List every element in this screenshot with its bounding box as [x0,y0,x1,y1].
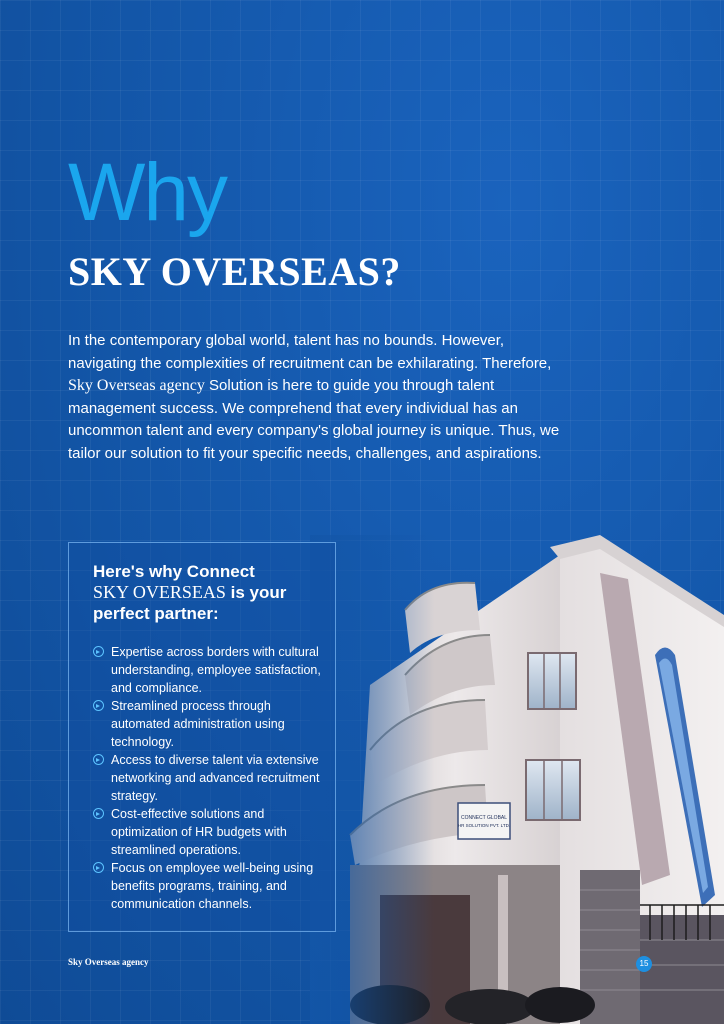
list-item: Expertise across borders with cultural understanding, employee satisfaction, and compliance. [93,643,329,697]
intro-brand: Sky Overseas agency [68,377,205,394]
list-item: Access to diverse talent via extensive networking and advanced recruitment strategy. [93,751,329,805]
page-number: 15 [636,956,652,972]
arrow-circle-icon [93,862,104,873]
heading-company: SKY OVERSEAS? [68,249,401,294]
arrow-circle-icon [93,646,104,657]
list-item: Streamlined process through automated administration using technology. [93,697,329,751]
intro-text-2: Solution is here to guide you through talent management success. We comprehend that every individual has an uncommon talent and every company's global journey is unique. Thus, we tailor our solution to fit your specific needs, challenges, and aspirations. [68,377,560,462]
heading-why: Why [68,147,226,238]
list-item: Focus on employee well-being using benefits programs, training, and communication channels. [93,859,329,913]
partner-title-post: is your perfect partner: [93,583,287,623]
arrow-circle-icon [93,700,104,711]
partner-title-pre: Here's why Connect [93,562,255,581]
partner-bullet-list [93,643,329,913]
list-item: Cost-effective solutions and optimization of HR budgets with streamlined operations. [93,805,329,859]
intro-text-1: In the contemporary global world, talent has no bounds. However, navigating the complexities of recruitment can be exhilarating. Therefore, [68,332,552,372]
arrow-circle-icon [93,754,104,765]
arrow-circle-icon [93,808,104,819]
partner-box-title [93,561,323,624]
office-building-image [310,535,724,1024]
intro-paragraph [68,330,568,465]
partner-title-brand: SKY OVERSEAS [93,582,226,602]
footer-brand: Sky Overseas agency [68,957,149,967]
partner-box [68,542,336,932]
